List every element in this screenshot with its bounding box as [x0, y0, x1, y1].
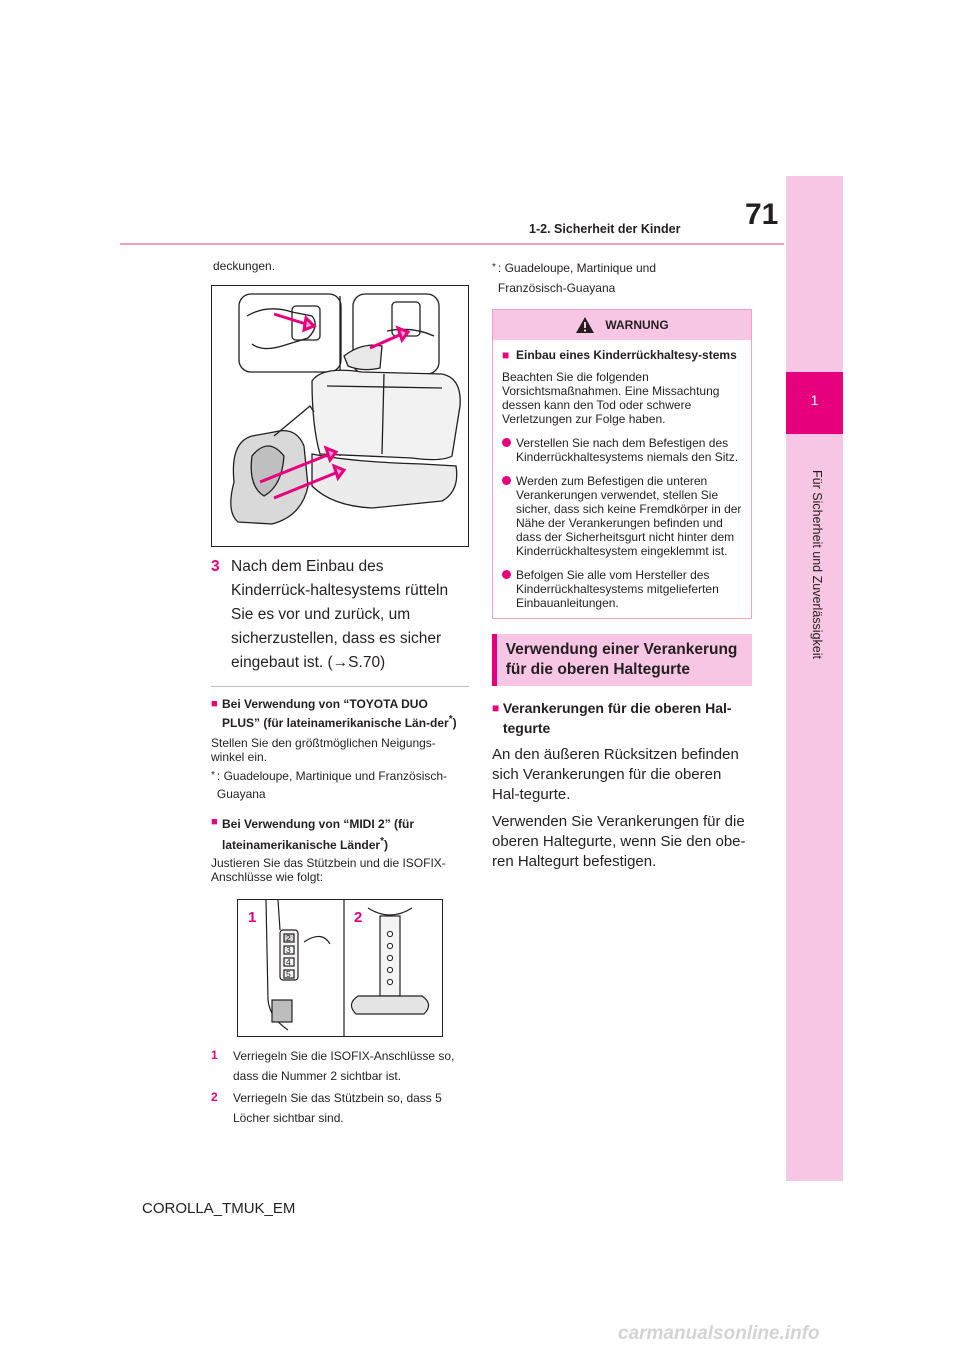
midi2-item-2 [211, 1088, 469, 1128]
section-heading: Verwendung einer Verankerung für die oberen Haltegurte [505, 641, 738, 678]
asterisk-mark: * [448, 714, 453, 725]
step-3-text: Nach dem Einbau des Kinderrück-haltesystems rütteln Sie es vor und zurück, um sicherzustellen, dass es sicher eingebaut ist. (→S.70) [231, 558, 449, 671]
intro-text: deckungen. [213, 259, 276, 273]
square-bullet-icon: ■ [211, 698, 218, 710]
duo-plus-footnote [211, 767, 469, 803]
right-column [492, 258, 752, 872]
warning-bullet-text: Befolgen Sie alle vom Hersteller des Kinderrückhaltesystems mitgelieferten Einbauanleitungen. [516, 568, 719, 610]
fig-number-5: 5 [286, 969, 291, 979]
warning-title-text: Einbau eines Kinderrückhaltesy-stems [516, 348, 737, 362]
footnote-asterisk: * [211, 770, 215, 781]
watermark: carmanualsonline.info [618, 1323, 820, 1344]
section-divider [211, 686, 469, 687]
fig-label-1: 1 [248, 909, 257, 926]
warning-label: WARNUNG [605, 318, 669, 332]
side-tab-title: Für Sicherheit und Zuverlässigkeit [810, 470, 824, 659]
midi2-heading [211, 815, 469, 854]
warning-triangle-icon [575, 316, 595, 334]
fig-number-3: 3 [286, 945, 291, 955]
body-paragraph-1: An den äußeren Rücksitzen befinden sich Verankerungen für die oberen Hal-tegurte. [492, 746, 739, 803]
pink-dot-icon [502, 476, 516, 558]
midi2-heading-close: ) [383, 838, 388, 852]
right-footnote-text: : Guadeloupe, Martinique und Französisch-Guayana [497, 261, 657, 295]
midi2-adjust-figure [237, 899, 443, 1037]
duo-plus-heading-close: ) [452, 716, 457, 730]
footer-model-code: COROLLA_TMUK_EM [142, 1200, 296, 1217]
section-heading-block [492, 634, 752, 686]
square-bullet-icon: ■ [211, 816, 218, 828]
warning-intro: Beachten Sie die folgenden Vorsichtsmaßnahmen. Eine Missachtung dessen kann den Tod oder schwere Verletzungen zur Folge haben. [502, 370, 720, 426]
pink-dot-icon [502, 438, 516, 464]
duo-plus-heading-text: Bei Verwendung von “TOYOTA DUO PLUS” (für lateinamerikanische Län-der [222, 697, 449, 730]
item-2-number: 2 [211, 1090, 218, 1104]
square-bullet-icon: ■ [502, 348, 510, 362]
midi2-text: Justieren Sie das Stützbein und die ISOFIX-Anschlüsse wie folgt: [211, 856, 446, 884]
warning-bullet-text: Werden zum Befestigen die unteren Verankerungen verwendet, stellen Sie sicher, dass sich keine Fremdkörper in der Nähe der Verankerungen befinden und dass der Sicherheitsgurt nicht hinter dem Kinderrückhaltesystem eingeklemmt ist. [516, 474, 742, 558]
isofix-installation-figure [211, 285, 469, 547]
sub-heading-text: Verankerungen für die oberen Hal-tegurte [502, 700, 732, 736]
midi2-adjust-illustration [238, 900, 442, 1036]
left-column [211, 258, 469, 1128]
isofix-installation-illustration [212, 286, 468, 546]
header-rule [120, 243, 784, 245]
midi2-item-1 [211, 1046, 469, 1086]
item-2-text: Verriegeln Sie das Stützbein so, dass 5 Löcher sichtbar sind. [233, 1091, 442, 1125]
fig-label-2: 2 [354, 909, 363, 926]
footnote-asterisk: * [492, 262, 496, 273]
page-number: 71 [745, 198, 779, 231]
warning-header [493, 310, 751, 340]
midi2-heading-text: Bei Verwendung von “MIDI 2” (für lateinamerikanische Länder [222, 817, 415, 852]
pink-dot-icon [502, 570, 516, 610]
fig-number-2: 2 [286, 933, 291, 943]
sub-heading [492, 698, 752, 738]
warning-box [492, 309, 752, 619]
item-1-text: Verriegeln Sie die ISOFIX-Anschlüsse so, dass die Nummer 2 sichtbar ist. [233, 1049, 455, 1083]
side-tab-number: 1 [810, 392, 819, 408]
square-bullet-icon: ■ [492, 701, 500, 715]
warning-bullet [502, 436, 742, 464]
warning-title [502, 348, 742, 362]
step-3 [211, 555, 469, 675]
section-title: 1-2. Sicherheit der Kinder [529, 222, 681, 236]
asterisk-mark: * [380, 836, 384, 847]
body-paragraph-2: Verwenden Sie Verankerungen für die oberen Haltegurte, wenn Sie den obe-ren Haltegurt befestigen. [492, 813, 746, 870]
duo-plus-text: Stellen Sie den größtmöglichen Neigungs-winkel ein. [211, 736, 436, 764]
right-footnote [492, 258, 752, 298]
step-3-number: 3 [211, 558, 220, 575]
warning-body [493, 340, 751, 618]
item-1-number: 1 [211, 1048, 218, 1062]
duo-plus-footnote-text: : Guadeloupe, Martinique und Französisch-Guayana [216, 769, 448, 801]
warning-bullet [502, 474, 742, 558]
fig-number-4: 4 [286, 957, 291, 967]
duo-plus-heading [211, 697, 469, 731]
warning-bullet-text: Verstellen Sie nach dem Befestigen des Kinderrückhaltesystems niemals den Sitz. [516, 436, 739, 464]
warning-bullet [502, 568, 742, 610]
